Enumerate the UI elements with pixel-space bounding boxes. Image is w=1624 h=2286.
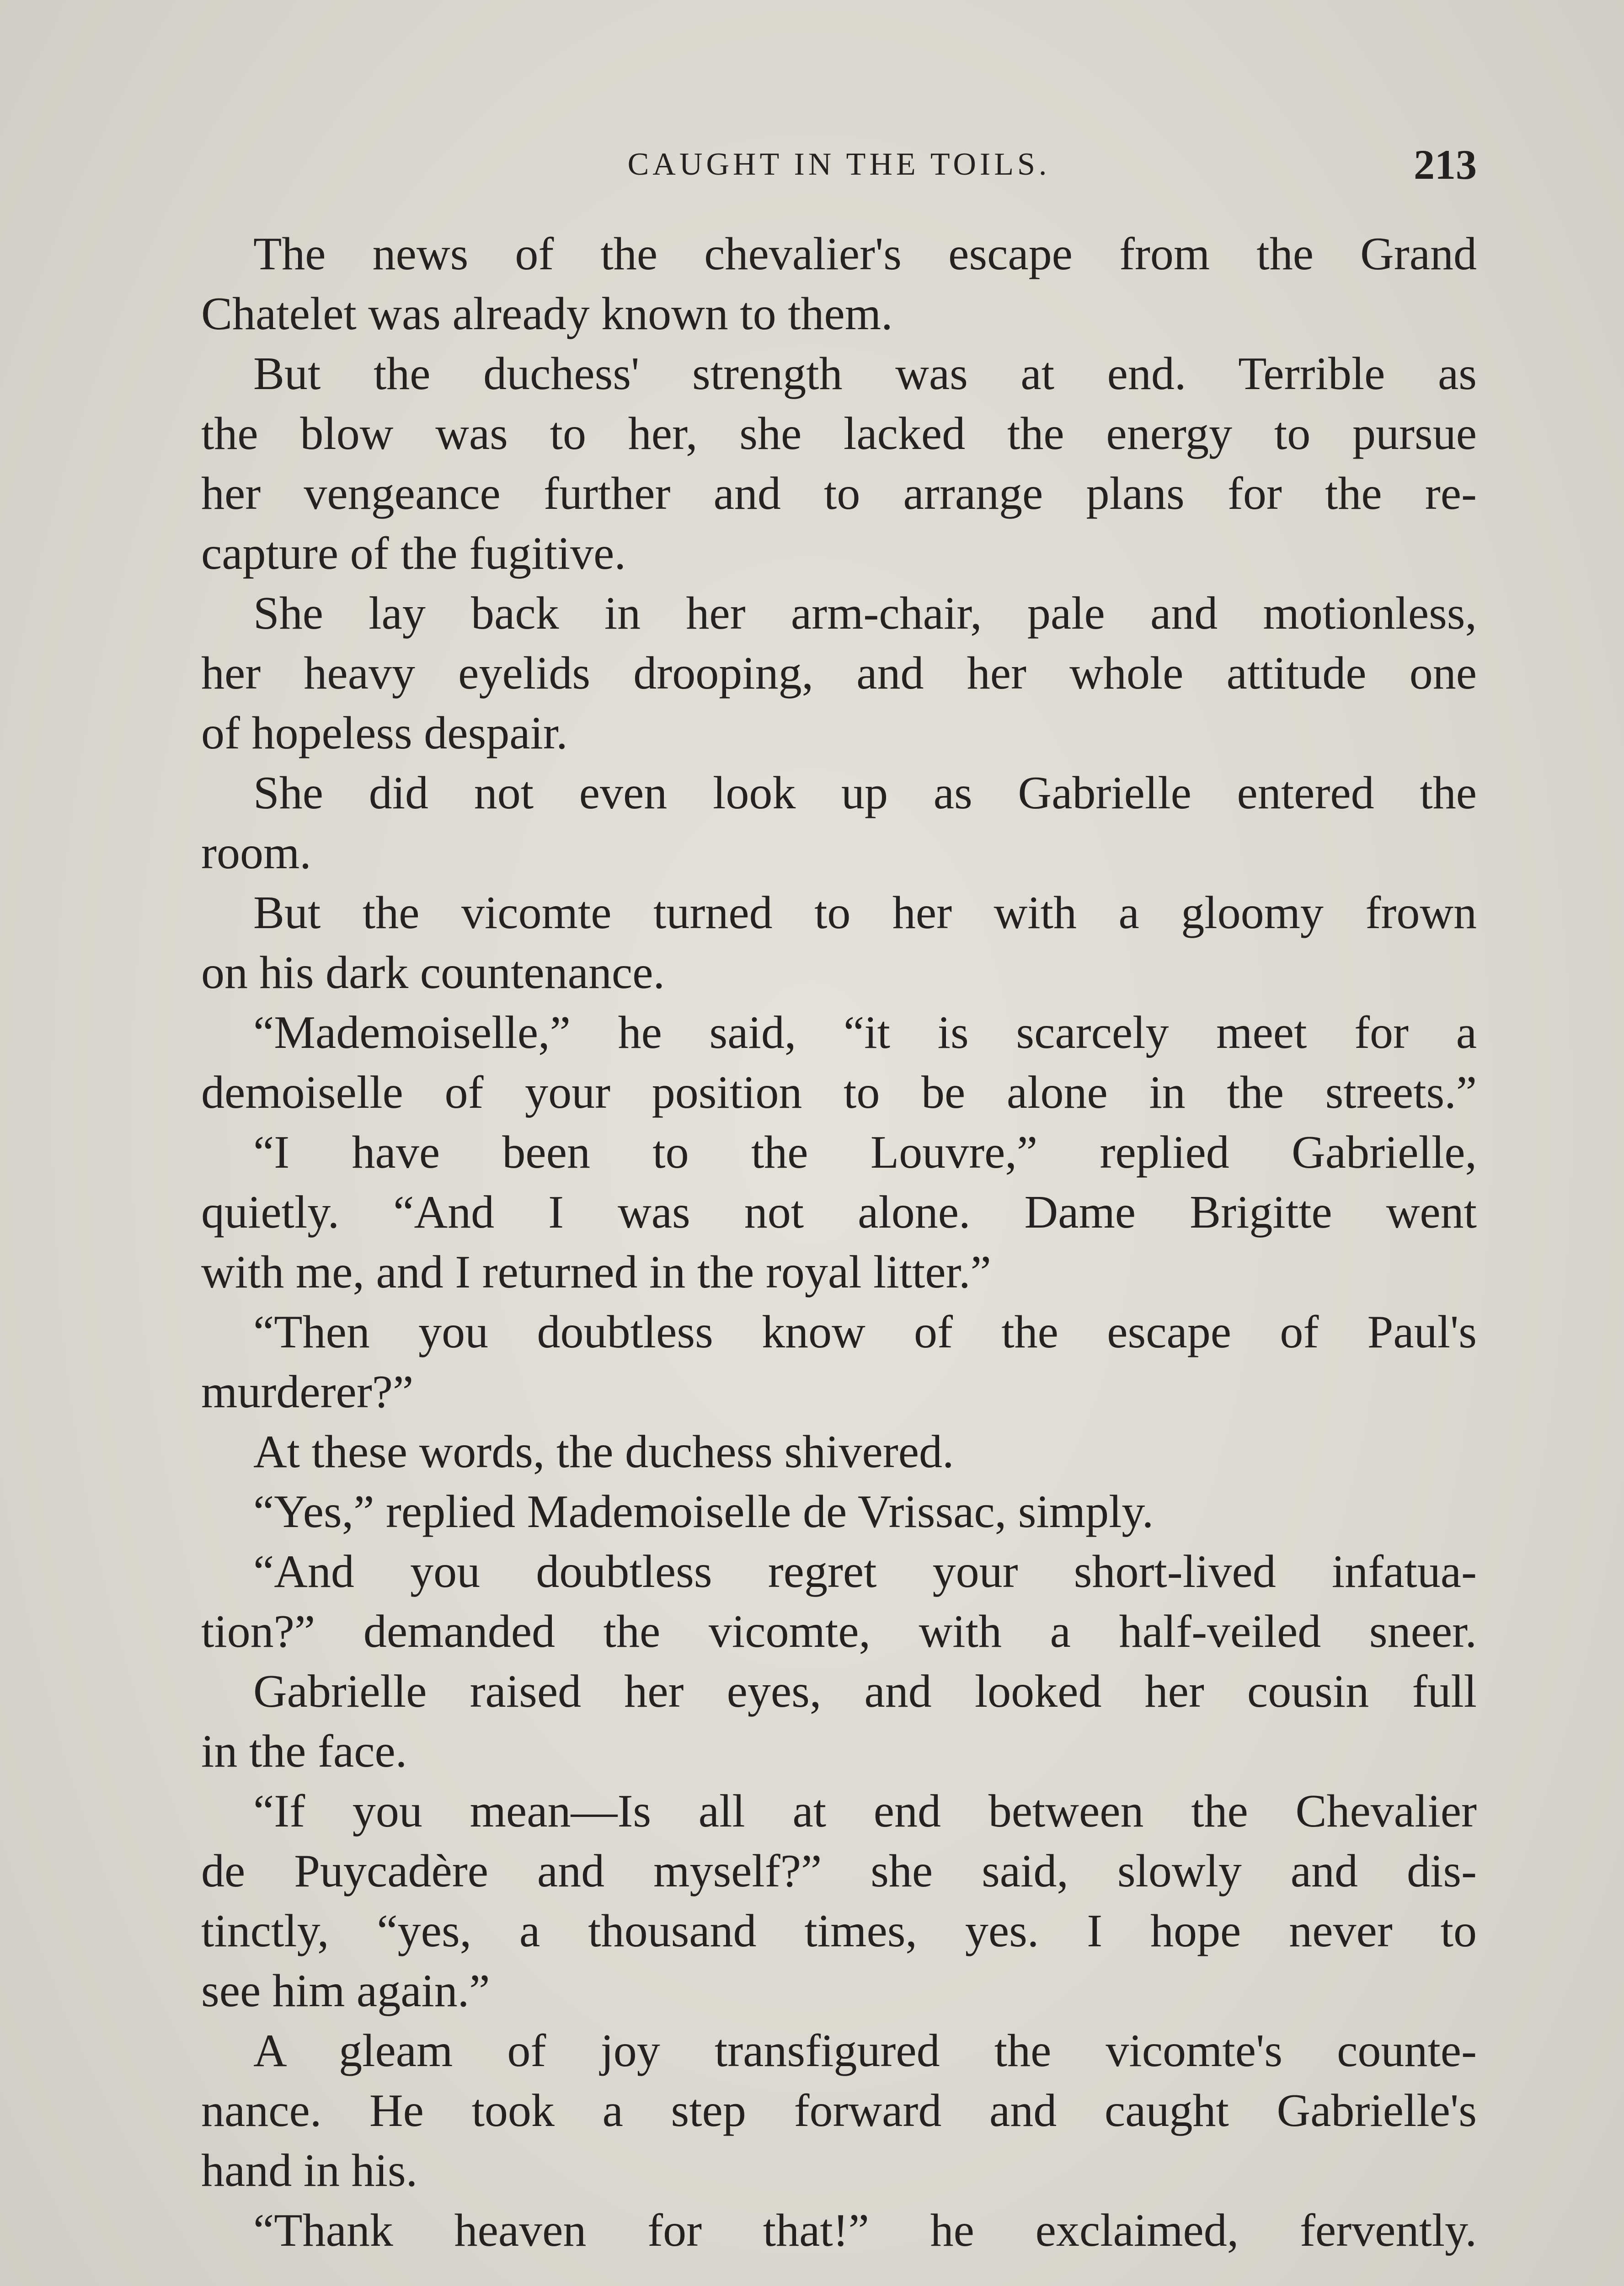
text-line: “And you doubtless regret your short-lived infatua-	[253, 1546, 1477, 1597]
text-line: But the duchess' strength was at end. Terrible as	[253, 348, 1477, 400]
text-line: quietly. “And I was not alone. Dame Brigitte went	[201, 1186, 1477, 1238]
text-line: murderer?”	[201, 1366, 414, 1418]
text-line: At these words, the duchess shivered.	[253, 1426, 954, 1478]
text-line: tion?” demanded the vicomte, with a half-veiled sneer.	[201, 1606, 1477, 1657]
text-line: “Thank heaven for that!” he exclaimed, fervently.	[253, 2205, 1477, 2256]
text-line: with me, and I returned in the royal litter.”	[201, 1246, 991, 1298]
text-line: Chatelet was already known to them.	[201, 288, 893, 340]
text-line: “Yes,” replied Mademoiselle de Vrissac, simply.	[253, 1486, 1154, 1538]
text-line: The news of the chevalier's escape from the Grand	[253, 228, 1477, 280]
text-line: her heavy eyelids drooping, and her whole attitude one	[201, 647, 1477, 699]
body-text	[201, 224, 1477, 2260]
text-line: She lay back in her arm-chair, pale and motionless,	[253, 588, 1477, 639]
text-line: “Mademoiselle,” he said, “it is scarcely meet for a	[253, 1007, 1477, 1058]
text-line: see him again.”	[201, 1965, 490, 2017]
text-line: of hopeless despair.	[201, 707, 568, 759]
text-line: But the vicomte turned to her with a gloomy frown	[253, 887, 1477, 939]
text-line: her vengeance further and to arrange plans for the re-	[201, 468, 1477, 519]
text-line: de Puycadère and myself?” she said, slowly and dis-	[201, 1845, 1477, 1897]
text-line: She did not even look up as Gabrielle entered the	[253, 767, 1477, 819]
text-line: demoiselle of your position to be alone in the streets.”	[201, 1067, 1477, 1118]
text-line: hand in his.	[201, 2145, 418, 2196]
text-line: in the face.	[201, 1725, 407, 1777]
text-line: room.	[201, 827, 311, 879]
text-line: “If you mean—Is all at end between the Chevalier	[253, 1785, 1477, 1837]
text-line: “Then you doubtless know of the escape of Paul's	[253, 1306, 1477, 1358]
text-line: “I have been to the Louvre,” replied Gabrielle,	[253, 1127, 1477, 1178]
text-line: tinctly, “yes, a thousand times, yes. I hope never to	[201, 1905, 1477, 1957]
text-line: on his dark countenance.	[201, 947, 665, 999]
text-line: Gabrielle raised her eyes, and looked her cousin full	[253, 1666, 1477, 1717]
text-line: capture of the fugitive.	[201, 528, 626, 579]
page-number: 213	[1414, 141, 1477, 188]
text-line: nance. He took a step forward and caught Gabrielle's	[201, 2085, 1477, 2136]
text-line: the blow was to her, she lacked the energy to pursue	[201, 408, 1477, 459]
running-head: CAUGHT IN THE TOILS.	[627, 147, 1051, 182]
page-header	[201, 137, 1477, 192]
text-line: A gleam of joy transfigured the vicomte's counte-	[253, 2025, 1477, 2077]
